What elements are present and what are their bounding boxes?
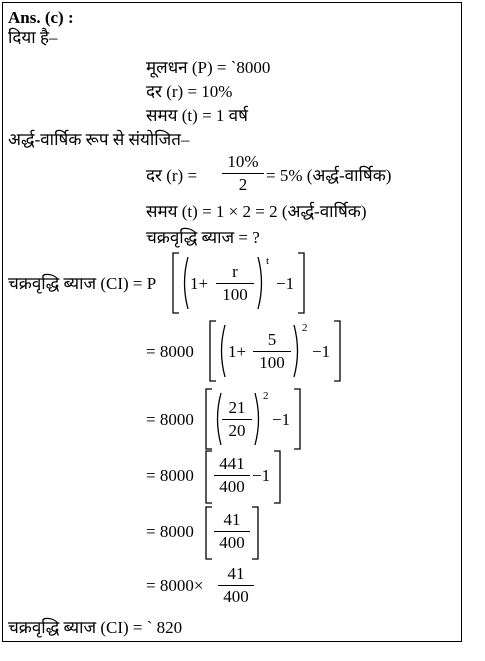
right-bracket [292,388,302,450]
step1-numerator: 5 [267,330,277,349]
step3-eq: = 8000 [146,466,194,485]
fraction-bar [222,419,252,420]
step2-numerator: 21 [228,398,246,417]
rate2-fraction [222,152,264,195]
formula-minus-one: −1 [276,274,295,293]
right-paren [253,392,263,446]
step1-one-plus: 1+ [228,342,247,361]
step5-eq: = 8000× [146,576,204,595]
formula-fraction [216,262,254,305]
left-paren [180,256,190,310]
formula-one-plus: 1+ [190,274,209,293]
fraction-bar [218,585,254,586]
step5-numerator: 41 [227,564,245,583]
formula-denominator: 100 [222,285,248,304]
fraction-bar [253,351,291,352]
step1-exponent: 2 [302,322,308,334]
step4-eq: = 8000 [146,522,194,541]
formula-label: चक्रवृद्धि ब्याज (CI) = P [8,274,157,293]
left-bracket [204,506,214,560]
final-answer: चक्रवृद्धि ब्याज (CI) = ` 820 [8,618,183,637]
rate2-result: = 5% (अर्द्ध-वार्षिक) [266,166,392,185]
left-paren [217,324,227,378]
time2-line: समय (t) = 1 × 2 = 2 (अर्द्ध-वार्षिक) [146,202,367,221]
fraction-bar [214,475,250,476]
formula-exponent: t [266,255,270,267]
step3-numerator: 441 [219,454,245,473]
formula-numerator: r [232,262,238,281]
right-paren [256,256,266,310]
given-label: दिया है– [8,28,58,47]
step5-denominator: 400 [223,587,249,606]
step2-denominator: 20 [228,421,246,440]
step3-fraction [214,454,250,497]
fraction-bar [214,531,250,532]
fraction-bar [216,283,254,284]
step1-fraction [253,330,291,373]
step2-exponent: 2 [263,390,269,402]
step4-numerator: 41 [223,510,241,529]
step3-denominator: 400 [219,477,245,496]
step1-eq: = 8000 [146,342,194,361]
step3-minus-one: −1 [252,466,271,485]
left-bracket [204,450,214,504]
step1-denominator: 100 [259,353,285,372]
step4-fraction [214,510,250,553]
step4-denominator: 400 [219,533,245,552]
ci-question: चक्रवृद्धि ब्याज = ? [146,228,260,247]
rate-line: दर (r) = 10% [146,82,233,101]
fraction-bar [222,173,264,174]
step5-fraction [218,564,254,607]
right-bracket [250,506,260,560]
right-bracket [272,450,282,504]
half-yearly-note: अर्द्ध-वार्षिक रूप से संयोजित– [8,130,190,149]
rate2-label: दर (r) = [146,166,198,185]
step2-fraction [222,398,252,441]
step1-minus-one: −1 [312,342,331,361]
principal-line: मूलधन (P) = `8000 [146,58,271,77]
rate2-numerator: 10% [227,152,259,171]
answer-heading: Ans. (c) : [8,8,74,27]
rate2-denominator: 2 [238,175,248,194]
right-bracket [332,320,342,382]
step2-minus-one: −1 [272,410,291,429]
right-bracket [296,252,306,314]
right-paren [292,324,302,378]
step2-eq: = 8000 [146,410,194,429]
time-line: समय (t) = 1 वर्ष [146,106,248,125]
